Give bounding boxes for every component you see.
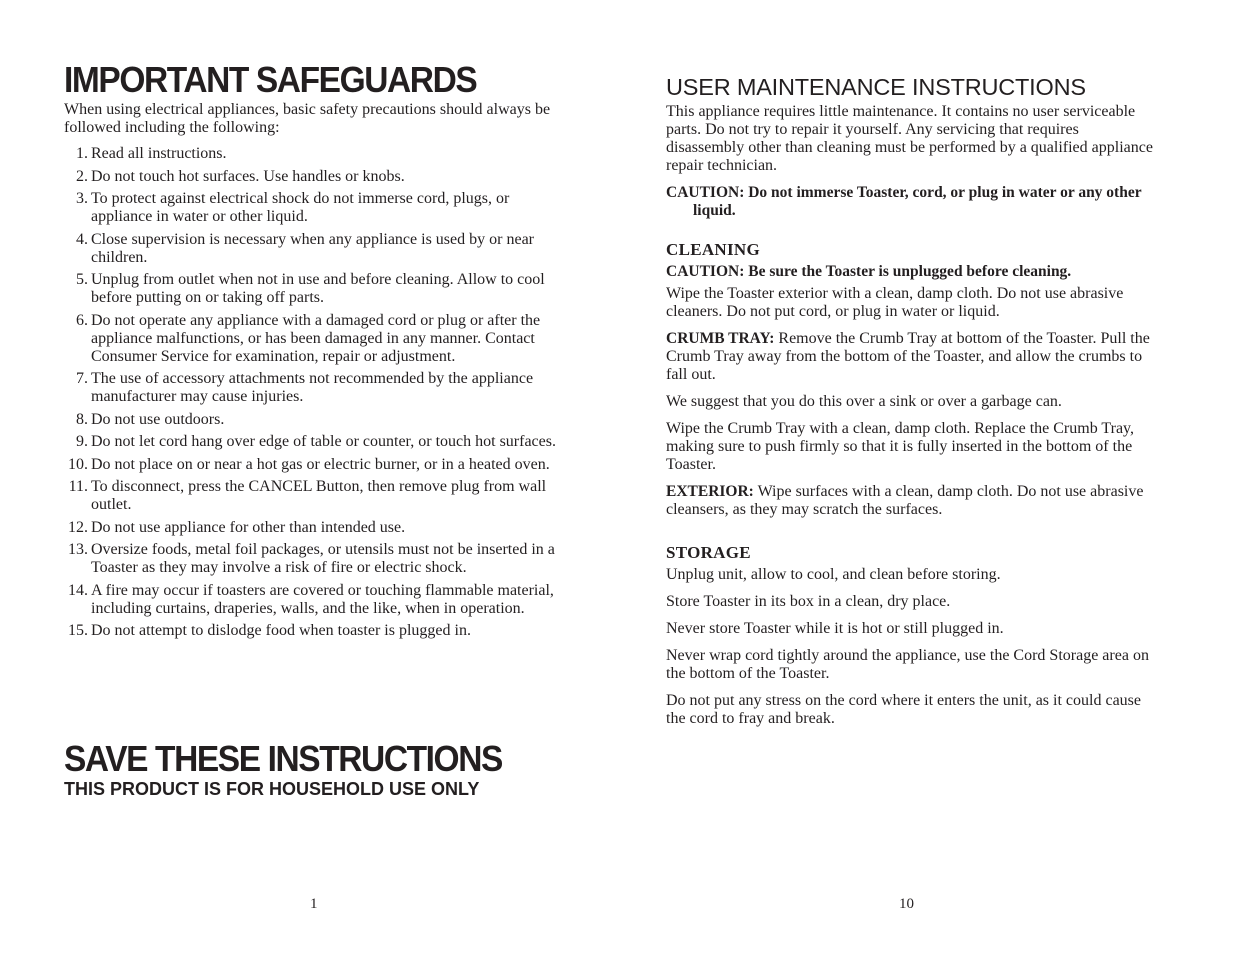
safeguard-item-text: Do not use outdoors. (91, 410, 225, 428)
safeguard-item-text: Oversize foods, metal foil packages, or utensils must not be inserted in a Toaster as they may involve a risk of fire or electric shock. (91, 541, 555, 576)
safeguard-item-text: Unplug from outlet when not in use and before cleaning. Allow to cool before putting on or taking off parts. (91, 271, 545, 306)
safeguard-item-text: Do not attempt to dislodge food when toaster is plugged in. (91, 622, 471, 639)
safeguard-item-number: 8. (76, 410, 88, 428)
left-page (64, 0, 564, 954)
storage-p1: Unplug unit, allow to cool, and clean before storing. (666, 566, 1001, 583)
safeguard-item (64, 312, 559, 366)
safeguard-item-number: 10. (68, 455, 88, 473)
safeguard-item-number: 13. (68, 541, 88, 558)
safeguard-item (64, 519, 559, 537)
safeguard-item-number: 4. (76, 230, 88, 248)
household-use-notice: THIS PRODUCT IS FOR HOUSEHOLD USE ONLY (64, 779, 480, 799)
exterior-text: Wipe surfaces with a clean, damp cloth. Do not use abrasive cleansers, as they may scratch the surfaces. (666, 483, 1144, 518)
safeguard-item (64, 370, 559, 406)
safeguard-item-number: 5. (76, 271, 88, 288)
storage-p5: Do not put any stress on the cord where it enters the unit, as it could cause the cord to fray and break. (666, 692, 1141, 727)
safeguard-item (64, 456, 559, 474)
safeguard-item-number: 7. (76, 370, 88, 387)
safeguard-item (64, 622, 559, 640)
safeguard-item-text: Do not operate any appliance with a damaged cord or plug or after the appliance malfunctions, or has been damaged in any manner. Contact Consumer Service for examination, repair or adjustment. (91, 311, 541, 365)
caution-unplug: CAUTION: Be sure the Toaster is unplugged before cleaning. (666, 263, 1072, 280)
safeguard-item (64, 145, 559, 163)
right-page (666, 0, 1156, 954)
safeguard-item-text: Do not place on or near a hot gas or electric burner, or in a heated oven. (91, 455, 550, 473)
exterior-label: EXTERIOR: (666, 483, 754, 500)
storage-p3: Never store Toaster while it is hot or still plugged in. (666, 620, 1004, 637)
safeguard-item (64, 478, 559, 514)
safeguard-item-text: A fire may occur if toasters are covered or touching flammable material, including curtains, draperies, walls, and the like, when in operation. (91, 581, 554, 617)
safeguard-item-number: 14. (68, 581, 88, 599)
safeguard-item (64, 541, 559, 577)
safeguard-item-number: 15. (68, 622, 88, 639)
exterior-paragraph (666, 483, 1154, 519)
safeguards-intro: When using electrical appliances, basic safety precautions should always be followed including the following: (64, 101, 551, 136)
cleaning-heading: CLEANING (666, 240, 761, 259)
storage-heading: STORAGE (666, 543, 751, 562)
page-number-right: 10 (899, 896, 914, 912)
safeguard-item-number: 2. (76, 167, 88, 185)
safeguard-item-number: 11. (68, 478, 88, 495)
safeguard-item-text: Do not let cord hang over edge of table or counter, or touch hot surfaces. (91, 433, 556, 450)
safeguard-item (64, 231, 559, 267)
maintenance-intro: This appliance requires little maintenance. It contains no user serviceable parts. Do not try to repair it yourself. Any servicing that requires disassembly other than cleaning must be performed by a qualified appliance repair technician. (666, 103, 1153, 174)
safeguard-item-number: 3. (76, 190, 88, 207)
safeguards-title: IMPORTANT SAFEGUARDS (64, 59, 477, 100)
caution-immerse: CAUTION: Do not immerse Toaster, cord, or plug in water or any other liquid. (666, 184, 1142, 219)
safeguard-item-text: Close supervision is necessary when any appliance is used by or near children. (91, 230, 534, 266)
safeguard-item (64, 433, 559, 451)
safeguard-item-text: To disconnect, press the CANCEL Button, then remove plug from wall outlet. (91, 478, 547, 513)
crumb-tray-paragraph (666, 330, 1154, 384)
safeguard-item (64, 411, 559, 429)
safeguard-item-number: 9. (76, 433, 88, 450)
safeguard-item-text: To protect against electrical shock do not immerse cord, plugs, or appliance in water or other liquid. (91, 190, 510, 225)
safeguards-list (64, 145, 559, 645)
safeguard-item-number: 1. (76, 145, 88, 162)
cleaning-suggest: We suggest that you do this over a sink or over a garbage can. (666, 393, 1062, 410)
safeguard-item-number: 12. (68, 518, 88, 536)
safeguard-item-text: The use of accessory attachments not recommended by the appliance manufacturer may cause injuries. (91, 370, 534, 405)
maintenance-title: USER MAINTENANCE INSTRUCTIONS (666, 74, 1086, 100)
safeguard-item-text: Read all instructions. (91, 145, 227, 162)
storage-p2: Store Toaster in its box in a clean, dry place. (666, 593, 951, 610)
safeguard-item (64, 271, 559, 307)
maintenance-content (666, 103, 1154, 737)
storage-p4: Never wrap cord tightly around the appliance, use the Cord Storage area on the bottom of the Toaster. (666, 647, 1149, 682)
safeguard-item (64, 168, 559, 186)
cleaning-wipe-tray: Wipe the Crumb Tray with a clean, damp cloth. Replace the Crumb Tray, making sure to push firmly so that it is fully inserted in the bottom of the Toaster. (666, 420, 1135, 473)
safeguard-item-number: 6. (76, 311, 88, 329)
save-instructions-title: SAVE THESE INSTRUCTIONS (64, 738, 502, 779)
safeguard-item (64, 190, 559, 226)
page-number-left: 1 (310, 896, 318, 912)
cleaning-wipe: Wipe the Toaster exterior with a clean, damp cloth. Do not use abrasive cleaners. Do not put cord, or plug in water or liquid. (666, 285, 1124, 320)
crumb-tray-text: Remove the Crumb Tray at bottom of the Toaster. Pull the Crumb Tray away from the bottom of the Toaster, and allow the crumbs to fall out. (666, 330, 1150, 383)
crumb-tray-label: CRUMB TRAY: (666, 330, 775, 347)
safeguard-item-text: Do not use appliance for other than intended use. (91, 518, 406, 536)
safeguard-item-text: Do not touch hot surfaces. Use handles or knobs. (91, 167, 405, 185)
safeguard-item (64, 582, 559, 618)
